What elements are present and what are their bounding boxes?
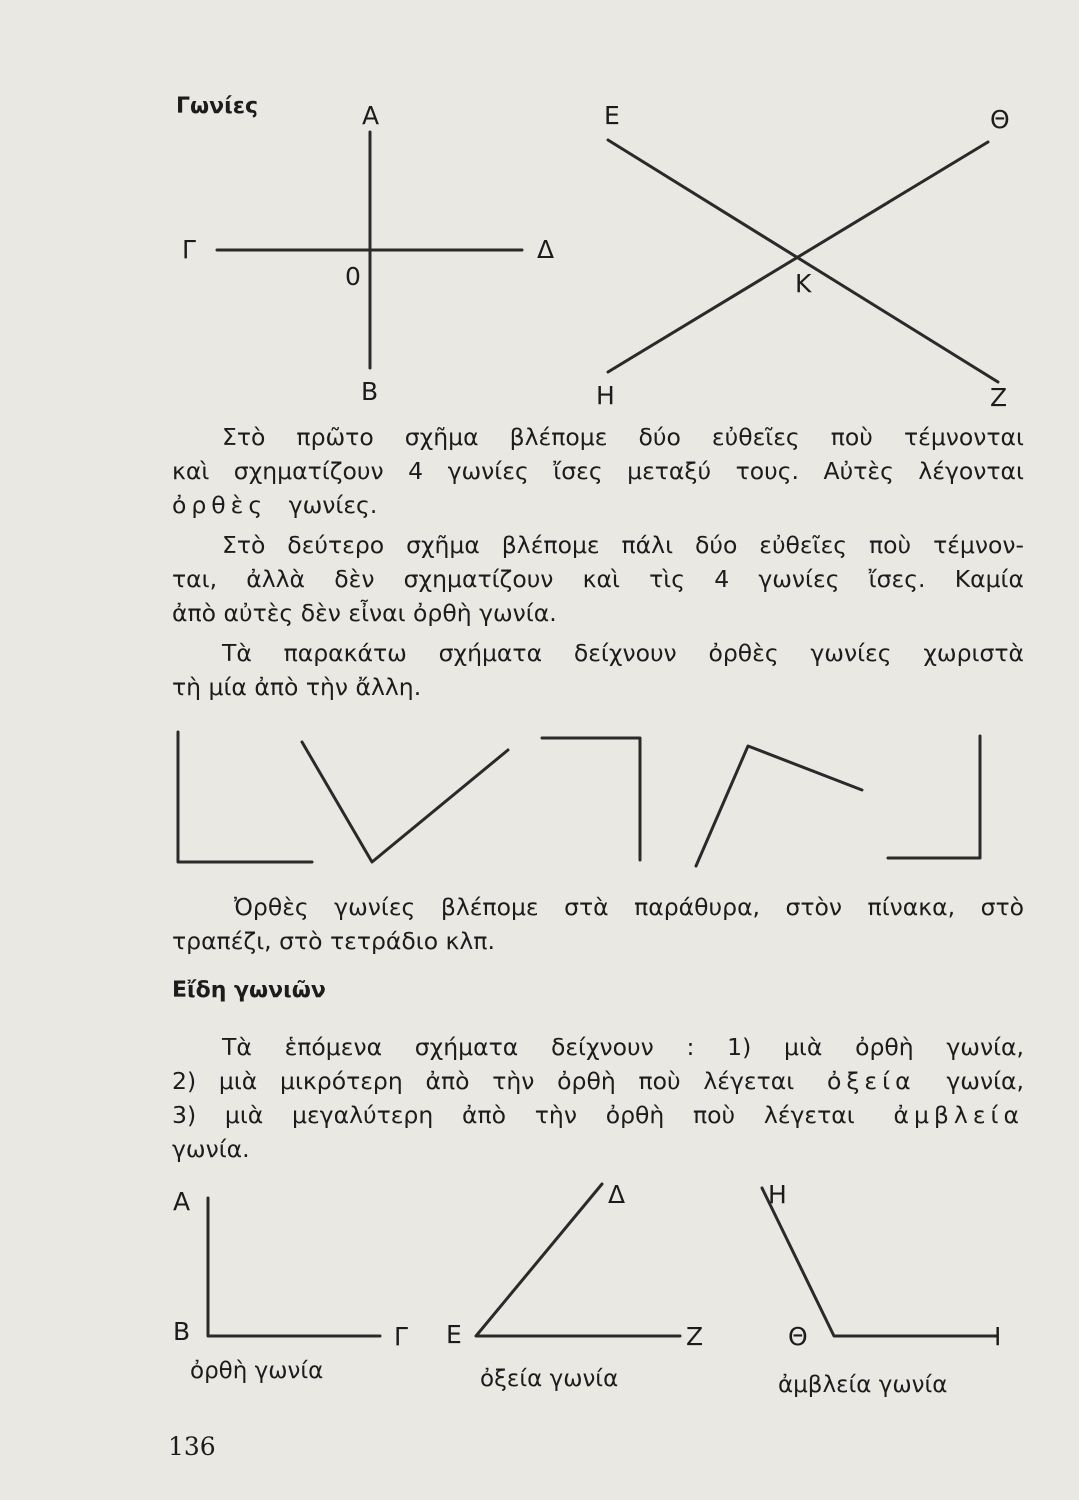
paragraph-non-right-angles [172, 528, 1024, 630]
right-angle-shape-4 [696, 746, 862, 866]
paragraph5-line2-post: γωνία, [946, 1067, 1024, 1095]
paragraph1-line3-rest: γωνίες. [288, 491, 378, 519]
caption-obtuse-angle: ἀμβλεία γωνία [778, 1372, 948, 1398]
right-angle-label-top: Α [173, 1187, 191, 1216]
paragraph2-line2: ται, ἀλλὰ δὲν σχηματίζουν καὶ τὶς 4 γωνίες ἴσες. Καμία [172, 565, 1024, 593]
heading-angle-types: Εἴδη γωνιῶν [172, 978, 326, 1003]
paragraph5-line1: Τὰ ἑπόμενα σχήματα δείχνουν : 1) μιὰ ὀρθὴ γωνία, [222, 1033, 1024, 1061]
acute-angle-label-end: Ζ [686, 1322, 704, 1351]
obtuse-angle-label-vertex: Θ [788, 1322, 808, 1351]
heading-angles: Γωνίες [176, 94, 258, 119]
right-angle-figure [208, 1198, 380, 1336]
right-angle-shape-5 [888, 736, 980, 858]
caption-right-angle: ὀρθὴ γωνία [190, 1358, 324, 1384]
figure2-label-top-left: Ε [604, 101, 620, 130]
paragraph5-line2-pre: 2) μιὰ μικρότερη ἀπὸ τὴν ὀρθὴ ποὺ λέγεται [172, 1067, 795, 1095]
term-right-angles: ὀρθὲς [172, 491, 268, 519]
paragraph2-line1: Στὸ δεύτερο σχῆμα βλέπομε πάλι δύο εὐθεῖες ποὺ τέμνον- [222, 531, 1024, 559]
right-angle-label-vertex: Β [173, 1317, 191, 1346]
paragraph5-line4: γωνία. [172, 1135, 250, 1163]
figure1-label-left: Γ [182, 235, 196, 264]
right-angle-shape-3 [542, 738, 640, 860]
figure2-line-e-z [608, 140, 998, 382]
paragraph5-line2 [172, 1064, 1024, 1098]
figure1-label-bottom: Β [361, 377, 379, 406]
caption-acute-angle: ὀξεία γωνία [480, 1366, 619, 1392]
paragraph3-line1: Τὰ παρακάτω σχήματα δείχνουν ὀρθὲς γωνίες χωριστὰ [222, 639, 1024, 667]
acute-angle-figure [476, 1184, 680, 1336]
paragraph-right-angles [172, 420, 1024, 522]
figure2-label-bottom-left: Η [596, 381, 615, 410]
paragraph2-line3: ἀπὸ αὐτὲς δὲν εἶναι ὀρθὴ γωνία. [172, 599, 557, 627]
acute-angle-label-top: Δ [608, 1180, 626, 1209]
term-obtuse: ἀμβλεία [893, 1101, 1024, 1129]
paragraph3-line2: τὴ μία ἀπὸ τὴν ἄλλη. [172, 673, 422, 701]
paragraph4-line2: τραπέζι, στὸ τετράδιο κλπ. [172, 927, 495, 955]
paragraph-angle-types [172, 1030, 1024, 1166]
paragraph-shapes-intro [172, 636, 1024, 704]
right-angle-shape-2 [302, 742, 508, 862]
figure2-label-center: Κ [795, 269, 812, 298]
paragraph5-line3-pre: 3) μιὰ μεγαλύτερη ἀπὸ τὴν ὀρθὴ ποὺ λέγεται [172, 1101, 855, 1129]
term-acute: ὀξεία [826, 1067, 916, 1095]
obtuse-angle-label-end: Ι [994, 1322, 1002, 1351]
figure2-label-bottom-right: Ζ [990, 383, 1008, 412]
figure1-label-top: Α [362, 101, 380, 130]
paragraph1-line3 [172, 488, 1024, 522]
figure1-label-right: Δ [537, 235, 555, 264]
paragraph-examples [172, 890, 1024, 958]
acute-angle-label-vertex: Ε [446, 1320, 462, 1349]
right-angle-shape-1 [178, 732, 312, 862]
figure2-label-top-right: Θ [990, 105, 1010, 134]
paragraph4-line1: Ὀρθὲς γωνίες βλέπομε στὰ παράθυρα, στὸν πίνακα, στὸ [234, 893, 1024, 921]
right-angle-label-end: Γ [394, 1322, 408, 1351]
page-number: 136 [168, 1432, 216, 1461]
paragraph5-line3 [172, 1098, 1024, 1132]
obtuse-angle-figure [762, 1188, 996, 1336]
figure1-label-center: 0 [345, 262, 361, 291]
obtuse-angle-label-top: Η [768, 1180, 787, 1209]
paragraph1-line1: Στὸ πρῶτο σχῆμα βλέπομε δύο εὐθεῖες ποὺ τέμνονται [222, 423, 1024, 451]
paragraph1-line2: καὶ σχηματίζουν 4 γωνίες ἴσες μεταξύ τους. Αὐτὲς λέγονται [172, 457, 1024, 485]
